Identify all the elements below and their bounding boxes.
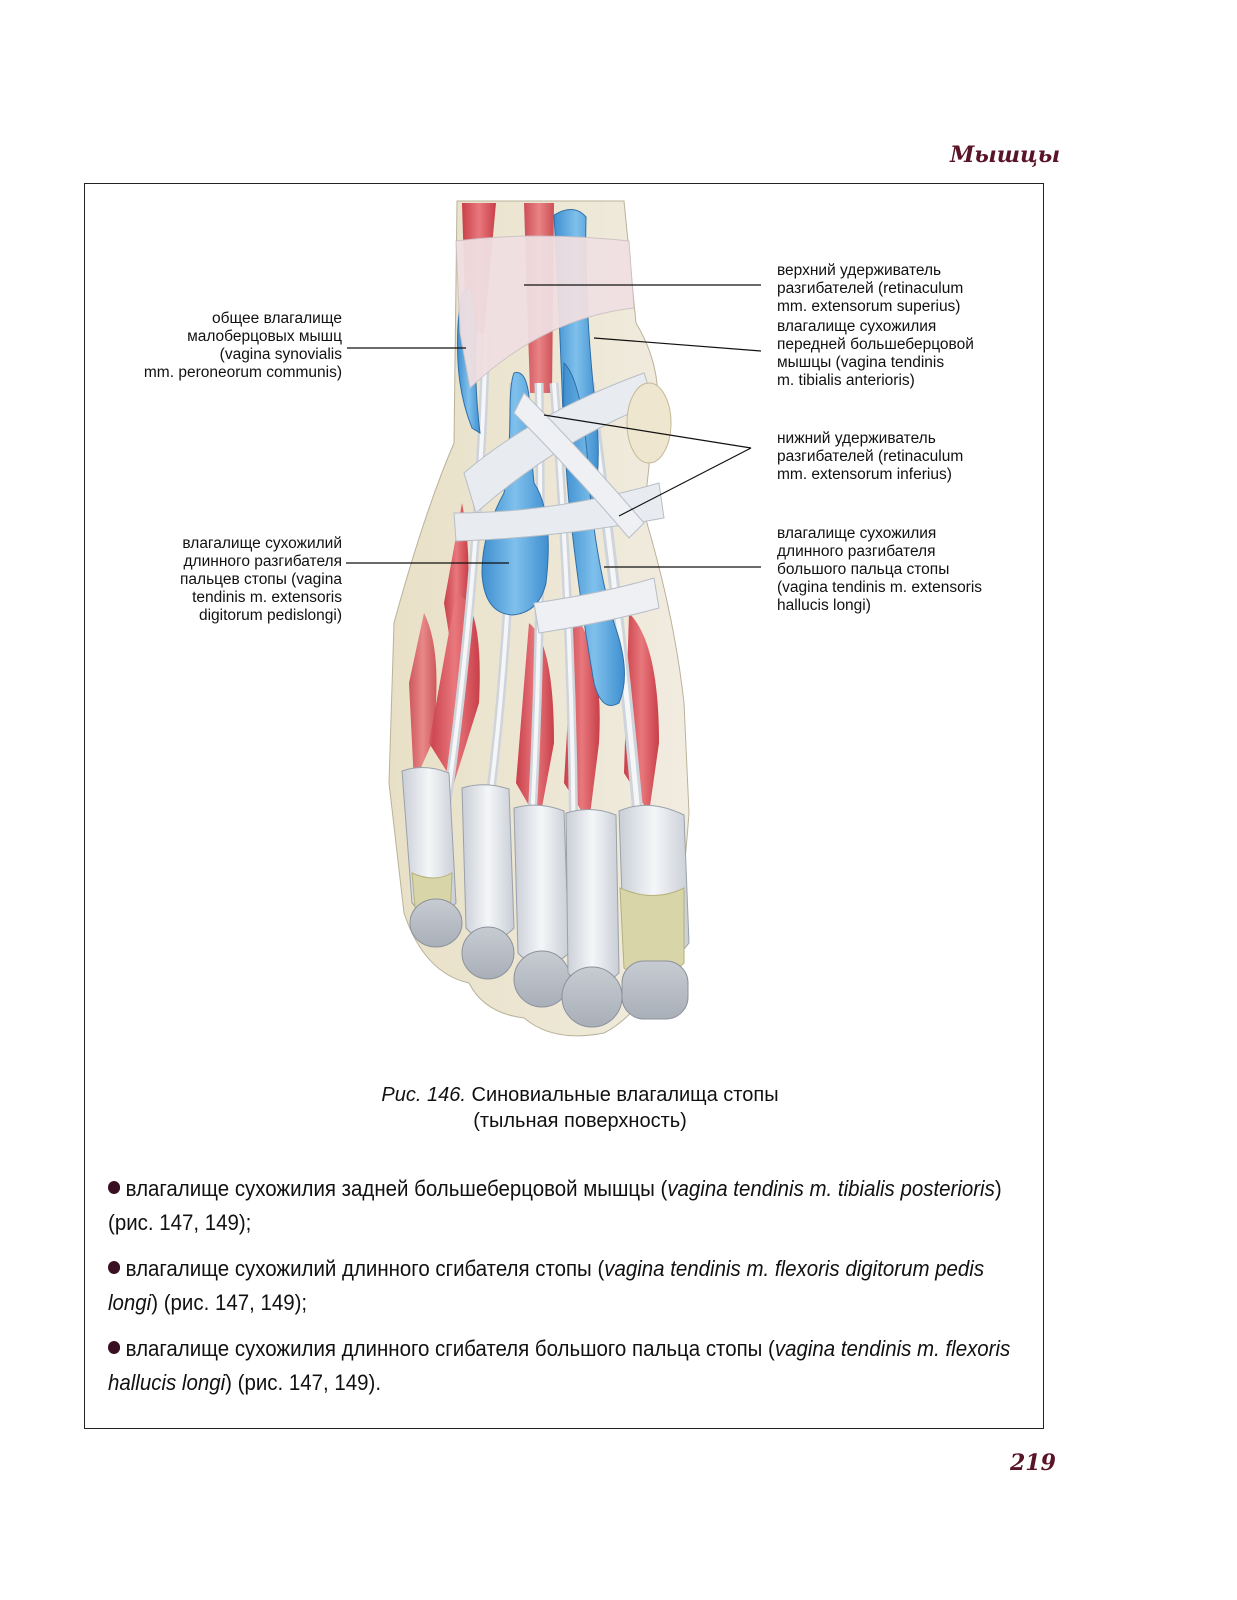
latin-term: vagina tendinis m. tibialis posterioris (667, 1176, 995, 1201)
label-inferior-retinaculum: нижний удерживатель разгибателей (retinaculum mm. extensorum inferius) (777, 430, 964, 483)
running-head: Мышцы (950, 142, 1061, 168)
list-item: влагалище сухожилия длинного сгибателя большого пальца стопы (vagina tendinis m. flexoris hallucis longi) (рис. 147, 149). (108, 1336, 1011, 1395)
bullet-icon (108, 1261, 120, 1274)
toe-3 (514, 805, 570, 1007)
toes (402, 767, 689, 1027)
list-item: влагалище сухожилия задней большеберцовой мышцы (vagina tendinis m. tibialis posterioris) (рис. 147, 149); (108, 1176, 1002, 1235)
page-number: 219 (1010, 1450, 1056, 1476)
malleolus-shape (627, 383, 671, 463)
toe-4 (462, 785, 514, 979)
figure-caption (200, 1082, 960, 1134)
bullet-icon (108, 1341, 120, 1354)
bullet-icon (108, 1181, 120, 1194)
toe-1 (619, 805, 689, 1019)
label-peroneal-sheath: общее влагалище малоберцовых мышц (vagina synovialis mm. peroneorum communis) (143, 310, 342, 381)
latin-term: vagina tendinis m. flexoris digitorum pedis longi (108, 1256, 985, 1315)
caption-prefix: Рис. 146. (381, 1084, 466, 1106)
label-ext-digitorum-sheath: влагалище сухожилий длинного разгибателя пальцев стопы (vagina tendinis m. extensoris digitorum pedislongi) (180, 535, 342, 624)
bullet-list (108, 1172, 1011, 1412)
caption-subtitle: (тыльная поверхность) (473, 1110, 687, 1132)
label-tibialis-anterior-sheath: влагалище сухожилия передней большеберцовой мышцы (vagina tendinis m. tibialis anterioris) (777, 318, 974, 389)
label-ext-hallucis-sheath: влагалище сухожилия длинного разгибателя большого пальца стопы (vagina tendinis m. extensoris hallucis longi) (777, 525, 983, 614)
toe-2 (562, 809, 622, 1027)
caption-title: Синовиальные влагалища стопы (471, 1084, 779, 1106)
list-item: влагалище сухожилий длинного сгибателя стопы (vagina tendinis m. flexoris digitorum pedis longi) (рис. 147, 149); (108, 1256, 985, 1315)
latin-term: vagina tendinis m. flexoris hallucis longi (108, 1336, 1011, 1395)
label-superior-retinaculum: верхний удерживатель разгибателей (retinaculum mm. extensorum superius) (777, 262, 964, 315)
